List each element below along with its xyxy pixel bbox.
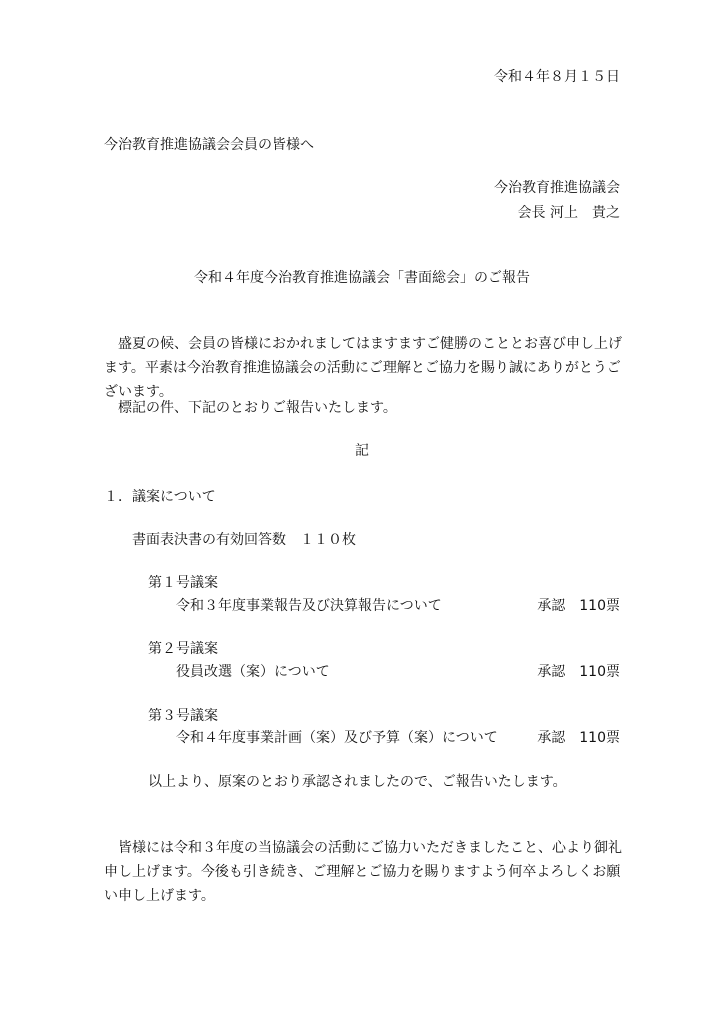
sender-organization: 今治教育推進協議会 [494,180,620,196]
recipient-line: 今治教育推進協議会会員の皆様へ [104,137,314,153]
intro-paragraph [104,332,624,404]
closing-text: 皆様には令和３年度の当協議会の活動にご協力いただきましたこと、心より御礼申し上げます。今後も引き続き、ご理解とご協力を賜りますよう何卒よろしくお願い申し上げます。 [104,840,622,904]
ballot-count: 書面表決書の有効回答数 １１０枚 [132,532,356,548]
section-heading: １．議案について [104,489,216,505]
agenda-number: 第２号議案 [148,641,218,657]
agenda-number: 第１号議案 [148,575,218,591]
agenda-number: 第３号議案 [148,708,218,724]
approval-conclusion: 以上より、原案のとおり承認されましたので、ご報告いたします。 [148,774,567,790]
agenda-subject: 令和４年度事業計画（案）及び予算（案）について [176,730,498,746]
intro-text: 盛夏の候、会員の皆様におかれましてはますますご健勝のこととお喜び申し上げます。平素は今治教育推進協議会の活動にご理解とご協力を賜り誠にありがとうございます。 [104,336,622,400]
intro-notice: 標記の件、下記のとおりご報告いたします。 [118,400,397,416]
document-title: 令和４年度今治教育推進協議会「書面総会」のご報告 [194,270,530,286]
agenda-result: 承認 110票 [537,664,620,680]
ki-heading: 記 [355,443,369,459]
document-date: 令和４年８月１５日 [494,69,620,85]
agenda-result: 承認 110票 [537,730,620,746]
closing-paragraph [104,836,624,908]
agenda-subject: 令和３年度事業報告及び決算報告について [176,598,442,614]
sender-name: 会長 河上 貴之 [517,205,620,221]
agenda-subject: 役員改選（案）について [176,664,330,680]
agenda-result: 承認 110票 [537,598,620,614]
